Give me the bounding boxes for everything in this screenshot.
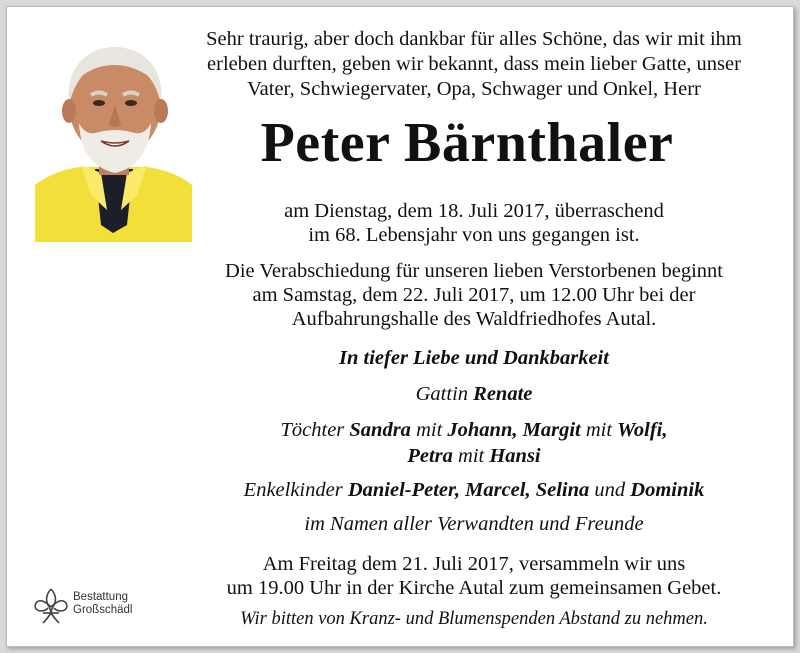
intro-line: erleben durften, geben wir bekannt, dass mein lieber Gatte, unser	[207, 53, 741, 75]
connector: mit	[416, 419, 443, 441]
wife-name: Renate	[473, 383, 533, 405]
connector: mit	[585, 419, 613, 441]
daughters-block	[170, 417, 778, 469]
partner-name: Johann,	[447, 419, 518, 441]
funeral-home-line: Bestattung	[73, 591, 128, 603]
daughters-line	[170, 443, 778, 469]
fleur-de-lis-icon	[31, 585, 71, 629]
obituary-card	[6, 6, 794, 647]
daughter-name: Sandra	[349, 419, 411, 441]
wife-line	[170, 383, 778, 406]
death-notice	[170, 199, 778, 247]
grandkids-line	[170, 479, 778, 502]
portrait-illustration	[35, 35, 192, 242]
intro-text	[170, 27, 778, 102]
farewell-line: Aufbahrungshalle des Waldfriedhofes Autal.	[291, 308, 657, 330]
connector: und	[594, 479, 626, 501]
prayer-notice	[170, 552, 778, 600]
love-line: In tiefer Liebe und Dankbarkeit	[339, 347, 609, 369]
grandkids-label: Enkelkinder	[243, 479, 343, 501]
prayer-line: um 19.00 Uhr in der Kirche Autal zum gemeinsamen Gebet.	[226, 577, 722, 599]
partner-name: Wolfi,	[617, 419, 668, 441]
deceased-name: Peter Bärnthaler	[260, 112, 674, 174]
daughter-name: Petra	[407, 445, 453, 467]
death-line: im 68. Lebensjahr von uns gegangen ist.	[308, 224, 640, 246]
intro-line: Vater, Schwiegervater, Opa, Schwager und Onkel, Herr	[247, 78, 701, 100]
funeral-home-line: Großschädl	[73, 604, 133, 616]
farewell-line: Die Verabschiedung für unseren lieben Verstorbenen beginnt	[225, 260, 723, 282]
request-line: Wir bitten von Kranz- und Blumenspenden Abstand zu nehmen.	[240, 609, 708, 629]
farewell-line: am Samstag, dem 22. Juli 2017, um 12.00 Uhr bei der	[252, 284, 696, 306]
wife-label: Gattin	[415, 383, 469, 405]
portrait-photo	[35, 35, 192, 242]
prayer-line: Am Freitag dem 21. Juli 2017, versammeln wir uns	[262, 553, 686, 575]
grandkids-names: Daniel-Peter, Marcel, Selina	[347, 479, 590, 501]
funeral-home-logo	[31, 585, 151, 629]
relatives-line: im Namen aller Verwandten und Freunde	[304, 513, 644, 535]
funeral-home-name	[73, 591, 132, 617]
connector: mit	[458, 445, 485, 467]
grandkid-name: Dominik	[630, 479, 705, 501]
daughters-label: Töchter	[280, 419, 345, 441]
partner-name: Hansi	[489, 445, 541, 467]
daughters-line	[170, 417, 778, 443]
intro-line: Sehr traurig, aber doch dankbar für alles Schöne, das wir mit ihm	[206, 28, 742, 50]
farewell-notice	[170, 259, 778, 331]
daughter-name: Margit	[522, 419, 581, 441]
death-line: am Dienstag, dem 18. Juli 2017, überraschend	[284, 200, 664, 222]
